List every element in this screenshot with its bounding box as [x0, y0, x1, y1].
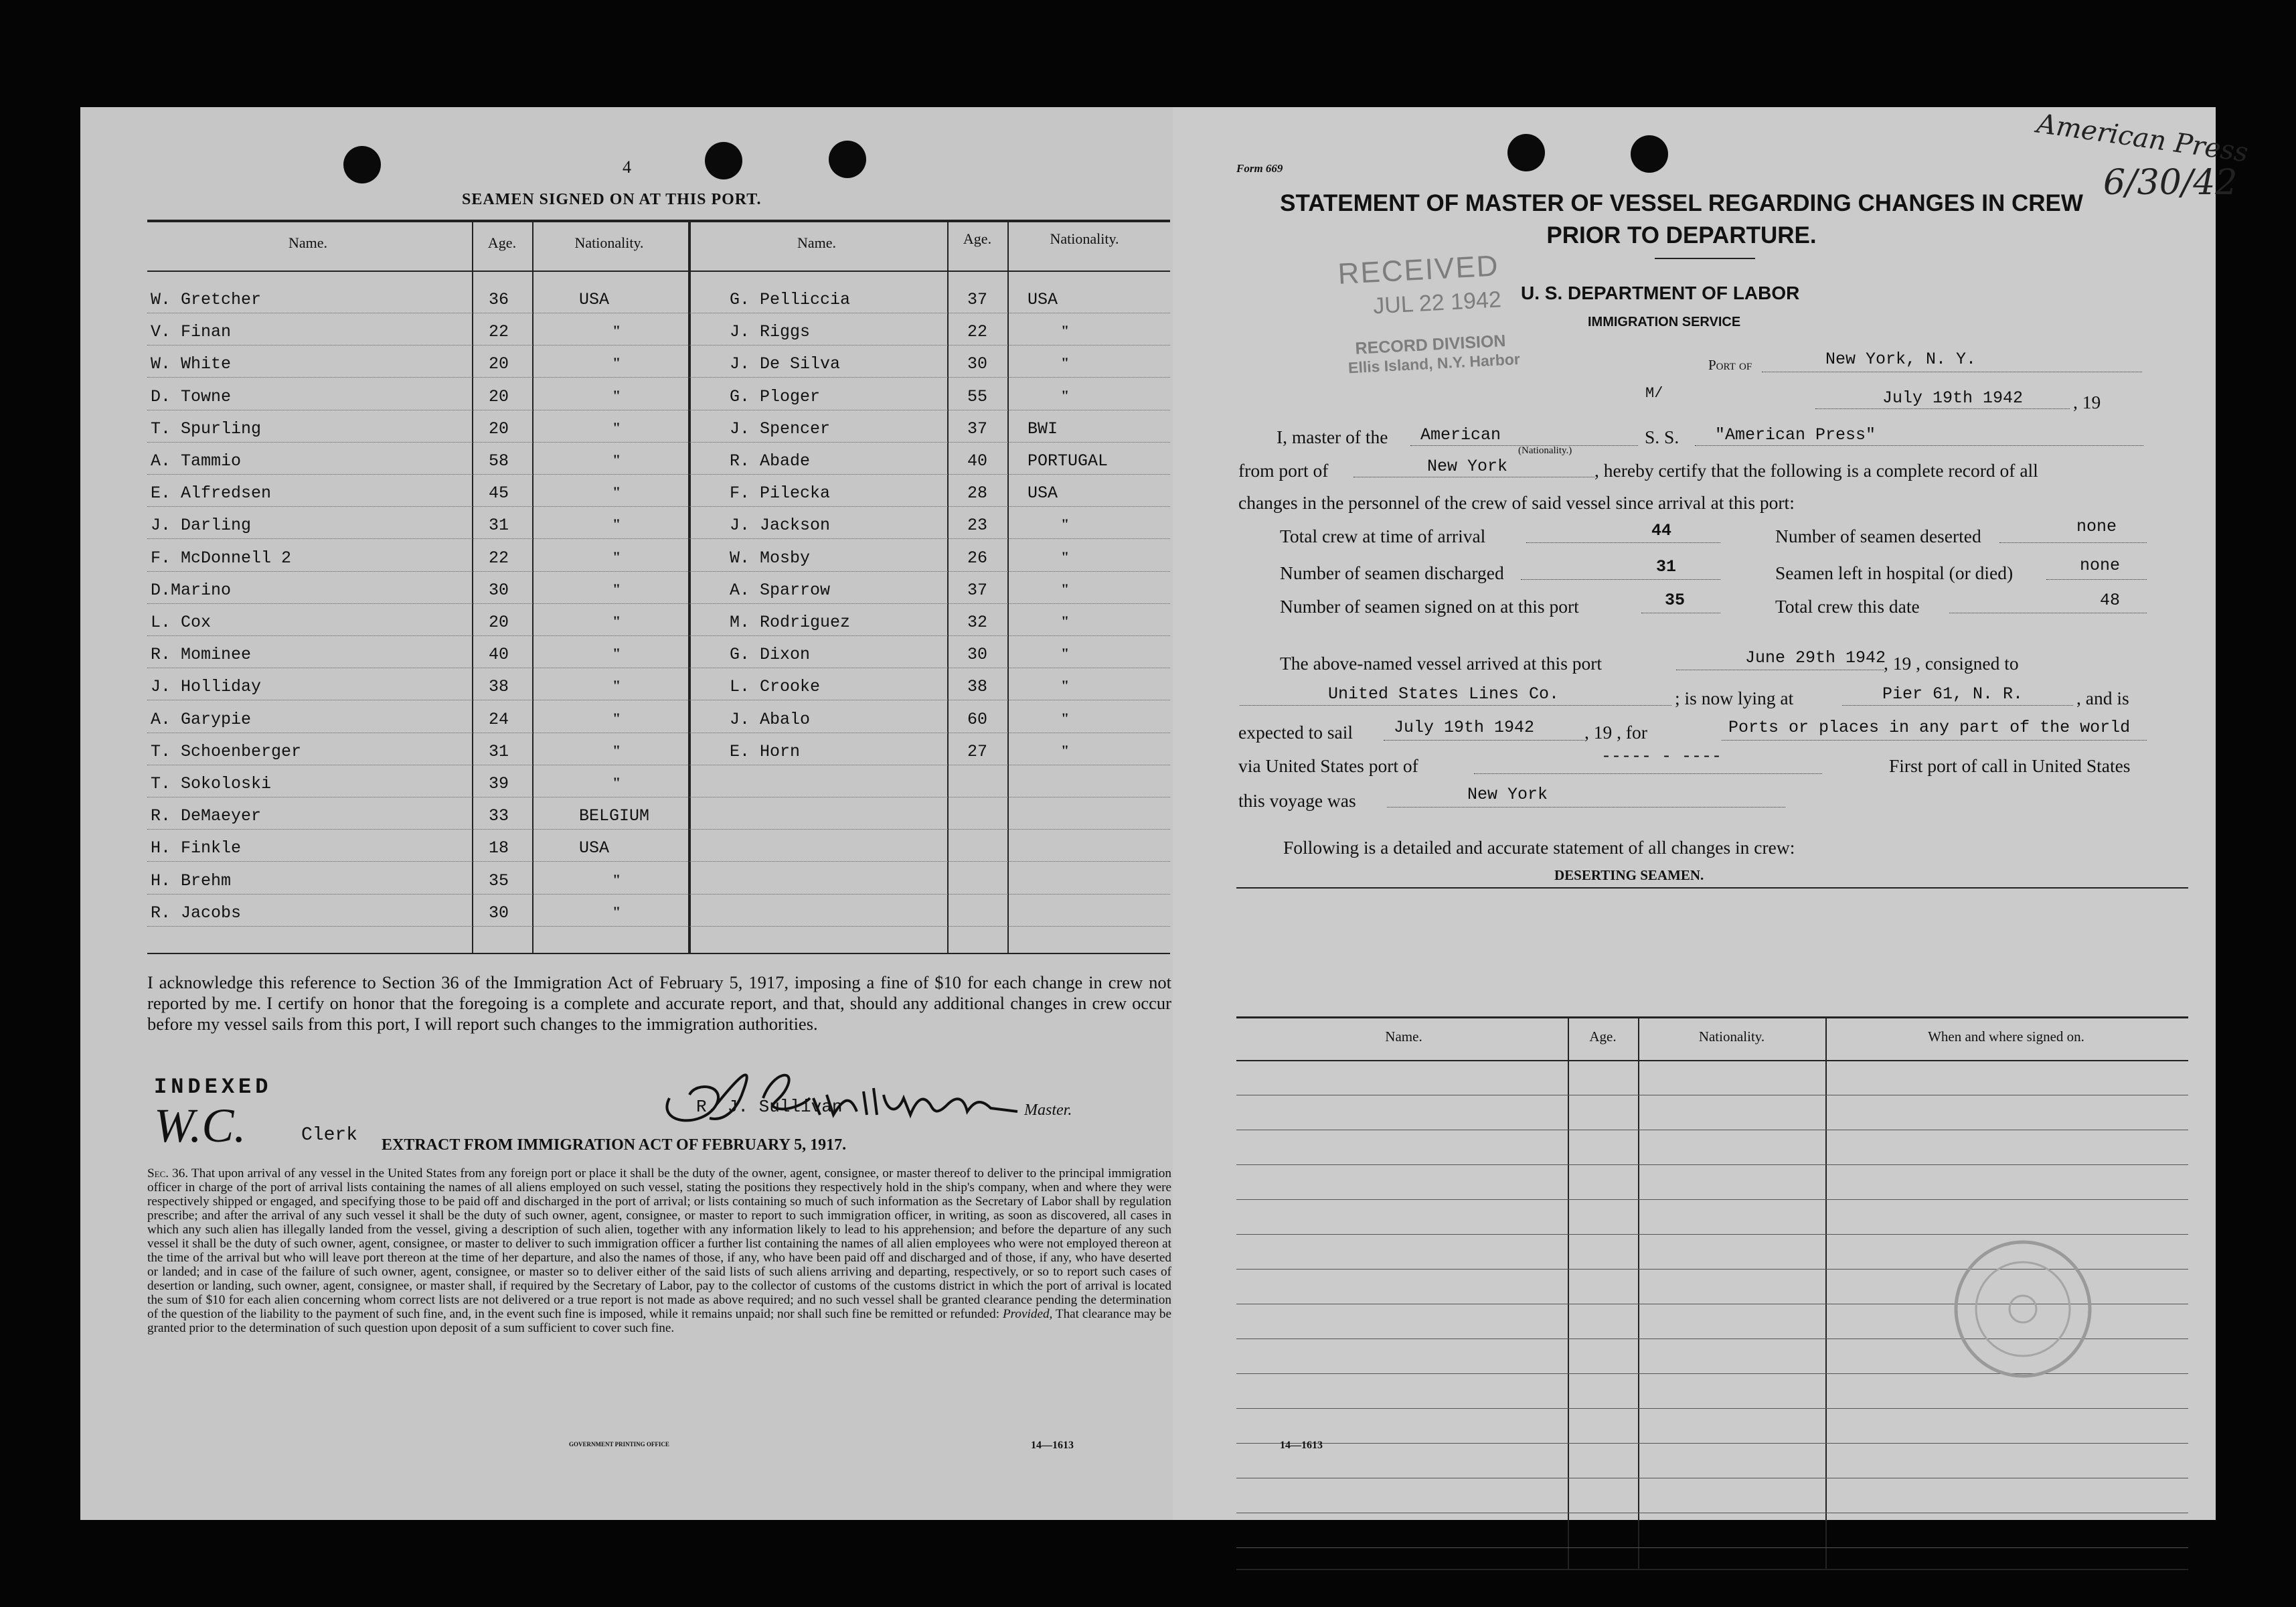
table-row [1236, 1547, 2188, 1548]
crew-nationality: " [612, 548, 621, 565]
punch-hole [829, 141, 866, 178]
crew-nationality: " [1061, 548, 1070, 565]
row-rule [147, 635, 1170, 636]
via-value: ----- - ---- [1601, 747, 1722, 766]
received-stamp [1337, 248, 1520, 378]
crew-nationality: " [612, 645, 621, 662]
port-value: New York, N. Y. [1825, 350, 1977, 369]
port-label: Port of [1708, 357, 1752, 373]
crew-age: 20 [489, 418, 509, 439]
deserting-header-age: Age. [1589, 1028, 1617, 1045]
page-title [1173, 187, 2190, 252]
table-row [1236, 1408, 2188, 1409]
crew-name: A. Tammio [151, 451, 242, 471]
crew-name: F. McDonnell 2 [151, 548, 292, 568]
section-title: SEAMEN SIGNED ON AT THIS PORT. [462, 191, 762, 208]
deserted-value: none [2076, 517, 2117, 536]
crew-name: J. De Silva [730, 354, 841, 374]
crew-nationality: BWI [1028, 418, 1058, 439]
crew-name: E. Alfredsen [151, 483, 272, 504]
crew-age: 30 [967, 645, 988, 665]
crew-nationality: " [1061, 516, 1070, 533]
title-rule [1655, 258, 1755, 259]
crew-name: R. Jacobs [151, 903, 242, 923]
row-rule [147, 861, 1170, 862]
title-line-1: STATEMENT OF MASTER OF VESSEL REGARDING CHANGES IN CREW [1280, 190, 2083, 216]
crew-name: J. Spencer [730, 418, 831, 439]
discharged-value: 31 [1656, 557, 1677, 577]
col-divider [472, 220, 473, 953]
lying-label: ; is now lying at [1675, 688, 1794, 708]
service: IMMIGRATION SERVICE [1588, 315, 1741, 329]
certify-text: , hereby certify that the following is a complete record of all [1594, 460, 2038, 481]
table-bottom-rule [147, 953, 1170, 954]
crew-name: T. Spurling [151, 418, 262, 439]
crew-name: J. Riggs [730, 322, 811, 342]
faded-seal [1929, 1225, 2130, 1399]
master-of-label: I, master of the [1277, 427, 1388, 447]
left-page [80, 107, 1178, 1520]
crew-name: F. Pilecka [730, 483, 831, 504]
table-header-rule [147, 271, 1170, 272]
crew-name: E. Horn [730, 741, 801, 761]
crew-nationality: " [1061, 580, 1070, 597]
lying-value: Pier 61, N. R. [1882, 684, 2024, 704]
deserting-header-when-where: When and where signed on. [1928, 1028, 2084, 1045]
crew-age: 26 [967, 548, 988, 568]
crew-nationality: " [1061, 322, 1070, 339]
header-nationality: Nationality. [1050, 230, 1119, 247]
master-signature [643, 1058, 1071, 1132]
page-number: 4 [623, 157, 631, 177]
row-rule [147, 571, 1170, 572]
crew-age: 20 [489, 386, 509, 406]
crew-name: W. Gretcher [151, 290, 262, 309]
crew-nationality: USA [579, 290, 610, 309]
crew-age: 32 [967, 613, 988, 632]
via-label: via United States port of [1238, 755, 1418, 776]
form-number: Form 669 [1236, 162, 1283, 175]
total-date-value: 48 [2100, 591, 2121, 610]
crew-age: 31 [489, 516, 509, 536]
nationality-caption: (Nationality.) [1518, 445, 1572, 456]
statute-provided: Provided, [1002, 1307, 1053, 1321]
expected-label: expected to sail [1238, 722, 1354, 743]
crew-name: R. Mominee [151, 645, 252, 665]
arrived-label: The above-named vessel arrived at this port [1280, 653, 1603, 674]
col-divider [688, 220, 691, 953]
total-arrival-value: 44 [1651, 521, 1672, 540]
changes-text: changes in the personnel of the crew of said vessel since arrival at this port: [1238, 492, 1795, 513]
crew-age: 37 [967, 290, 988, 309]
punch-hole [705, 142, 742, 179]
crew-name: W. Mosby [730, 548, 811, 568]
crew-name: V. Finan [151, 322, 232, 342]
vessel-type: S. S. [1645, 427, 1679, 447]
crew-age: 38 [967, 677, 988, 697]
crew-nationality: " [1061, 741, 1070, 759]
deserting-header-name: Name. [1385, 1028, 1422, 1045]
crew-name: D.Marino [151, 580, 232, 600]
crew-age: 37 [967, 580, 988, 600]
hospital-label: Seamen left in hospital (or died) [1775, 562, 2014, 583]
crew-name: J. Jackson [730, 516, 831, 536]
crew-name: L. Crooke [730, 677, 821, 697]
clerk-label: Clerk [301, 1125, 358, 1146]
first-port-label: First port of call in United States [1889, 755, 2131, 776]
row-rule [147, 603, 1170, 604]
crew-age: 30 [489, 580, 509, 600]
crew-age: 30 [967, 354, 988, 374]
statute-body: That upon arrival of any vessel in the United States from any foreign port or place it shall be the duty of the owner, agent, consignee, or master thereof to deliver to the principal immigration officer in charge of the port of arrival lists containing the names of all aliens employed on such vessel, stating the positions they respectively hold in the ship's company, when and where they were respectively shipped or engaged, and specifying those to be paid off and discharged in the port of arrival; or lists containing so much of such information as the Secretary of Labor shall by regulation prescribe; and after the arrival of any such vessel it shall be the duty of such owner, agent, consignee, or master to report to such immigration officer, in writing, as soon as discovered, all cases in which any such alien has illegally landed from the vessel, giving a description of such alien, together with any information likely to lead to his apprehension; and before the departure of any such vessel it shall be the duty of such owner, agent, consignee, or master to deliver to such immigration officer a further list containing the names of all alien employees who were not employed thereon at the time of the arrival but who will leave port thereon at the time of her departure, and also the names of those, if any, who have been paid off and discharged and of those, if any, who have deserted or landed; and in case of the failure of such owner, agent, consignee, or master so to deliver either of the said lists of such aliens arriving and departing, respectively, or so to report such cases of desertion or landing, such owner, agent, consignee, or master shall, if required by the Secretary of Labor, pay to the collector of customs of the customs district in which the port of arrival is located the sum of $10 for each alien concerning whom correct lists are not delivered or a true report is not made as above required; and no such vessel shall be granted clearance pending the determination of the question of the liability to the payment of such fine, and, in the event such fine is imposed, while it remains unpaid; nor shall such fine be remitted or refunded: [147, 1166, 1171, 1321]
crew-nationality: USA [1028, 290, 1058, 309]
crew-age: 20 [489, 613, 509, 632]
and-is-label: , and is [2076, 688, 2129, 708]
date-value: July 19th 1942 [1882, 388, 2024, 408]
crew-nationality: " [612, 386, 621, 404]
extract-title: EXTRACT FROM IMMIGRATION ACT OF FEBRUARY 5, 1917. [382, 1136, 847, 1154]
crew-nationality: " [612, 613, 621, 629]
crew-name: R. Abade [730, 451, 811, 471]
deserted-label: Number of seamen deserted [1775, 526, 1981, 546]
crew-name: A. Sparrow [730, 580, 831, 600]
indexed-stamp: INDEXED [154, 1075, 272, 1099]
punch-hole [1507, 134, 1545, 171]
deserting-title: DESERTING SEAMEN. [1554, 867, 1704, 883]
crew-age: 23 [967, 516, 988, 536]
crew-name: M. Rodriguez [730, 613, 851, 632]
hospital-value: none [2080, 556, 2121, 575]
punch-hole [343, 146, 381, 183]
crew-nationality: " [612, 451, 621, 468]
stamp-received: RECEIVED [1337, 249, 1500, 291]
from-port-label: from port of [1238, 460, 1329, 481]
crew-nationality: " [612, 322, 621, 339]
crew-age: 22 [489, 322, 509, 342]
table-row [1236, 1443, 2188, 1444]
crew-name: T. Schoenberger [151, 741, 302, 761]
voyage-label: this voyage was [1238, 790, 1356, 811]
stamp-location: Ellis Island, N.Y. Harbor [1347, 350, 1521, 377]
row-rule [147, 474, 1170, 475]
header-name: Name. [797, 234, 837, 251]
row-rule [147, 442, 1170, 443]
arrived-value: June 29th 1942 [1745, 648, 1886, 668]
crew-name: L. Cox [151, 613, 212, 632]
col-divider [532, 220, 534, 953]
crew-age: 28 [967, 483, 988, 504]
statute-tail: That clearance may be granted prior to the determination of such question upon deposit of a sum sufficient to cover such fine. [147, 1307, 1172, 1335]
header-age: Age. [963, 230, 992, 247]
crew-age: 35 [489, 870, 509, 891]
consignee-value: United States Lines Co. [1328, 684, 1560, 704]
vessel-type-mark: M/ [1645, 385, 1663, 402]
crew-age: 45 [489, 483, 509, 504]
crew-nationality: " [612, 418, 621, 436]
crew-nationality: " [612, 516, 621, 533]
col-divider [947, 220, 949, 953]
for-value: Ports or places in any part of the world [1728, 718, 2131, 737]
from-port-value: New York [1427, 457, 1508, 476]
statute-text [147, 1166, 1171, 1335]
stamp-division: RECORD DIVISION [1354, 331, 1507, 358]
row-rule [147, 538, 1170, 539]
table-row [1236, 1164, 2188, 1165]
crew-age: 33 [489, 806, 509, 826]
crew-nationality: " [612, 870, 621, 888]
master-label: Master. [1024, 1101, 1072, 1119]
for-label: , 19 , for [1584, 722, 1647, 743]
crew-nationality: USA [579, 838, 610, 858]
acknowledgement-text: I acknowledge this reference to Section 36 of the Immigration Act of February 5, 1917, imposing a fine of $10 for each change in crew not reported by me. I certify on honor that the foregoing is a complete and accurate report, and that, should any additional changes in crew occur before my vessel sails from this port, I will report such changes to the immigration authorities. [147, 972, 1171, 1034]
nationality-value: American [1420, 425, 1501, 445]
crew-age: 36 [489, 290, 509, 309]
voyage-value: New York [1467, 785, 1548, 804]
crew-name: J. Abalo [730, 709, 811, 729]
crew-name: D. Towne [151, 386, 232, 406]
crew-age: 39 [489, 774, 509, 793]
crew-age: 18 [489, 838, 509, 858]
signed-on-value: 35 [1665, 591, 1686, 610]
crew-name: A. Garypie [151, 709, 252, 729]
clerk-initials: W.C. [154, 1099, 246, 1152]
crew-nationality: PORTUGAL [1028, 451, 1109, 471]
title-line-2: PRIOR TO DEPARTURE. [1546, 222, 1817, 248]
header-name: Name. [288, 234, 328, 251]
handwritten-note-2: 6/30/42 [2103, 163, 2238, 203]
handwritten-note-1: American Press [2035, 108, 2250, 169]
crew-nationality: BELGIUM [579, 806, 650, 826]
crew-age: 20 [489, 354, 509, 374]
table-row [1236, 1199, 2188, 1200]
following-text: Following is a detailed and accurate statement of all changes in crew: [1283, 837, 1795, 858]
row-rule [147, 894, 1170, 895]
printer-line: GOVERNMENT PRINTING OFFICE [569, 1441, 669, 1448]
crew-nationality: " [1061, 645, 1070, 662]
punch-hole [1631, 135, 1668, 173]
crew-nationality: " [612, 580, 621, 597]
department: U. S. DEPARTMENT OF LABOR [1521, 283, 1800, 303]
crew-nationality: " [1061, 613, 1070, 629]
form-code: 14—1613 [1031, 1440, 1074, 1451]
deserting-header-nationality: Nationality. [1698, 1028, 1765, 1045]
crew-age: 40 [967, 451, 988, 471]
row-rule [147, 345, 1170, 346]
row-rule [147, 506, 1170, 507]
crew-age: 30 [489, 903, 509, 923]
crew-nationality: " [1061, 709, 1070, 726]
crew-nationality: " [612, 677, 621, 694]
crew-age: 22 [967, 322, 988, 342]
total-date-label: Total crew this date [1775, 596, 1920, 617]
crew-nationality: " [612, 903, 621, 920]
crew-name: J. Holliday [151, 677, 262, 697]
statute-section: Sec. 36. [147, 1166, 189, 1180]
crew-name: G. Ploger [730, 386, 821, 406]
master-typed-name: R. J. Sullivan [696, 1097, 843, 1117]
crew-nationality: " [612, 741, 621, 759]
crew-nationality: " [1061, 677, 1070, 694]
header-nationality: Nationality. [574, 234, 644, 251]
vessel-name: "American Press" [1715, 425, 1876, 445]
crew-nationality: " [1061, 354, 1070, 372]
crew-nationality: " [612, 709, 621, 726]
crew-age: 60 [967, 709, 988, 729]
crew-name: T. Sokoloski [151, 774, 272, 793]
crew-age: 24 [489, 709, 509, 729]
expected-value: July 19th 1942 [1394, 718, 1535, 737]
crew-name: G. Dixon [730, 645, 811, 665]
signed-on-label: Number of seamen signed on at this port [1280, 596, 1579, 617]
crew-age: 55 [967, 386, 988, 406]
row-rule [147, 377, 1170, 378]
crew-age: 58 [489, 451, 509, 471]
crew-age: 22 [489, 548, 509, 568]
table-top-rule [147, 220, 1170, 222]
total-arrival-label: Total crew at time of arrival [1280, 526, 1486, 546]
crew-nationality: " [612, 774, 621, 791]
crew-nationality: USA [1028, 483, 1058, 504]
crew-age: 27 [967, 741, 988, 761]
crew-age: 40 [489, 645, 509, 665]
crew-name: H. Brehm [151, 870, 232, 891]
stamp-date: JUL 22 1942 [1372, 287, 1502, 319]
crew-name: H. Finkle [151, 838, 242, 858]
row-rule [147, 926, 1170, 927]
col-divider [1007, 220, 1009, 953]
row-rule [147, 829, 1170, 830]
crew-name: W. White [151, 354, 232, 374]
consigned-label: , 19 , consigned to [1884, 653, 2019, 674]
crew-nationality: " [1061, 386, 1070, 404]
form-code: 14—1613 [1280, 1440, 1323, 1451]
crew-name: J. Darling [151, 516, 252, 536]
right-page [1173, 107, 2250, 1520]
crew-age: 37 [967, 418, 988, 439]
discharged-label: Number of seamen discharged [1280, 562, 1504, 583]
crew-nationality: " [612, 354, 621, 372]
crew-age: 38 [489, 677, 509, 697]
crew-nationality: " [612, 483, 621, 501]
date-suffix: , 19 [2073, 392, 2101, 412]
crew-name: G. Pelliccia [730, 290, 851, 309]
crew-name: R. DeMaeyer [151, 806, 262, 826]
header-age: Age. [487, 234, 517, 251]
crew-age: 31 [489, 741, 509, 761]
